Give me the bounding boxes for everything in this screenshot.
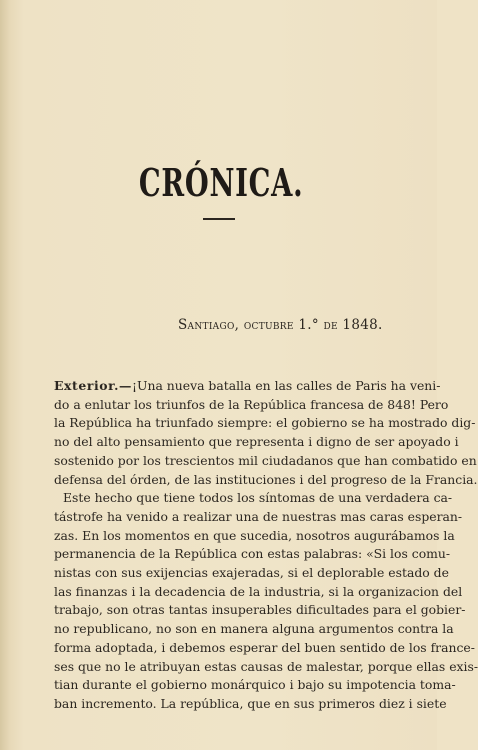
text-line: trabajo, son otras tantas insuperables dificultades para el gobier- [54, 602, 466, 618]
text-line: zas. En los momentos en que sucedia, nosotros augurábamos la [54, 527, 455, 543]
text-line: no del alto pensamiento que representa i digno de ser apoyado i [54, 434, 459, 450]
text-line: tian durante el gobierno monárquico i bajo su impotencia toma- [54, 677, 456, 693]
section-label: Exterior.— [54, 378, 133, 393]
text-line: tástrofe ha venido a realizar una de nuestras mas caras esperan- [54, 508, 463, 524]
text-line: forma adoptada, i debemos esperar del buen sentido de los france- [54, 639, 475, 655]
text-line: permanencia de la República con estas palabras: «Si los comu- [54, 546, 451, 562]
text-line: no republicano, no son en manera alguna argumentos contra la [54, 621, 454, 637]
title-rule [203, 218, 235, 220]
text-line: la República ha triunfado siempre: el gobierno se ha mostrado dig- [54, 415, 476, 431]
dateline: Santiago, octubre 1.° de 1848. [178, 317, 383, 333]
text-line: ban incremento. La república, que en sus primeros diez i siete [54, 695, 447, 711]
text-line: las finanzas i la decadencia de la industria, si la organizacion del [54, 583, 463, 599]
text-line: do a enlutar los triunfos de la República francesa de 848! Pero [54, 396, 449, 412]
text-line: ses que no le atribuyan estas causas de malestar, porque ellas exis- [54, 658, 478, 674]
text-line: nistas con sus exijencias exajeradas, si el deplorable estado de [54, 565, 449, 581]
page-title: CRÓNICA. [138, 160, 304, 205]
text-line: Exterior.—¡Una nueva batalla en las calles de Paris ha veni- [54, 378, 441, 393]
text-line: sostenido por los trescientos mil ciudadanos que han combatido en [54, 452, 477, 468]
text-line: defensa del órden, de las instituciones i del progreso de la Francia. [54, 471, 478, 487]
text-line: Este hecho que tiene todos los síntomas de una verdadera ca- [63, 490, 453, 506]
article-body [54, 377, 478, 714]
